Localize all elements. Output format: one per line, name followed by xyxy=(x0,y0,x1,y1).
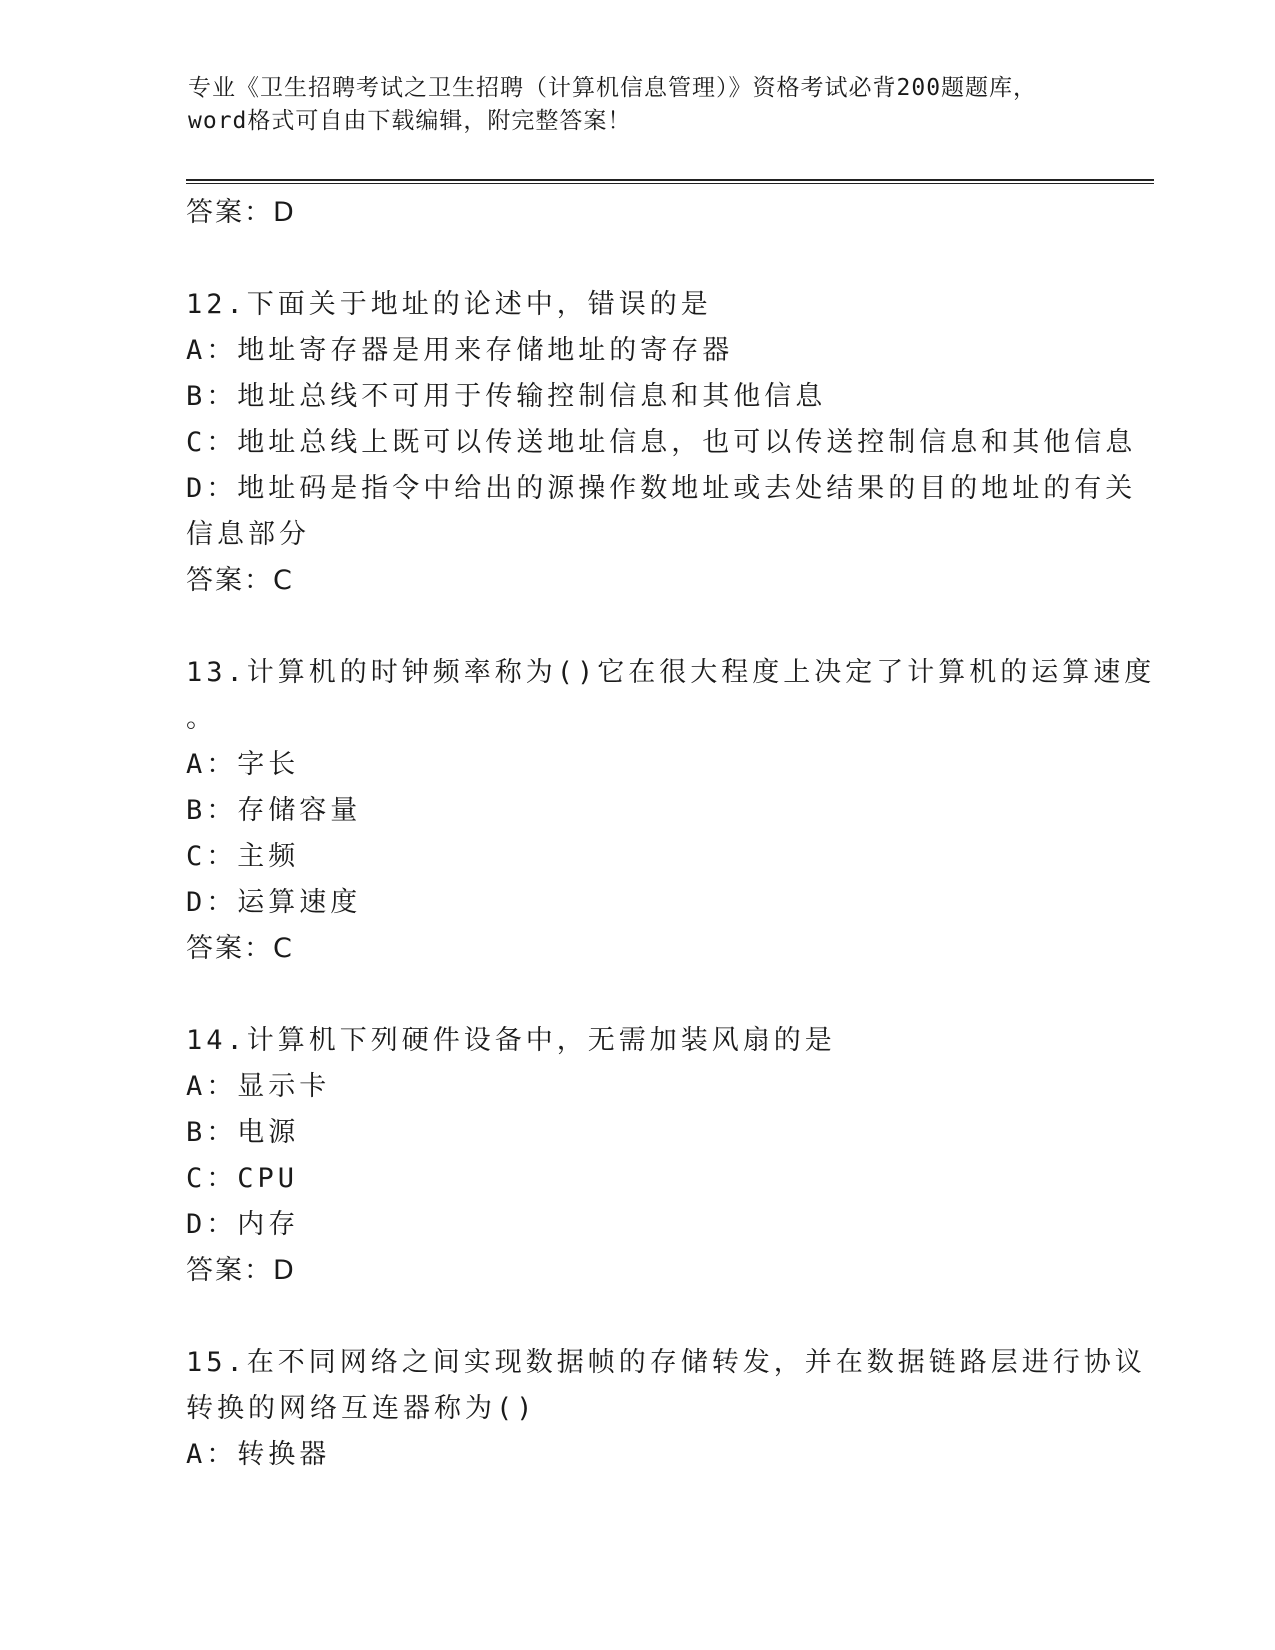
question-option: B：存储容量 xyxy=(186,795,362,826)
spacer xyxy=(186,604,1086,650)
question-stem: 12.下面关于地址的论述中，错误的是 xyxy=(186,289,712,320)
question-option: C：地址总线上既可以传送地址信息，也可以传送控制信息和其他信息 xyxy=(186,427,1137,458)
header-line-1: 专业《卫生招聘考试之卫生招聘（计算机信息管理）》资格考试必背200题题库， xyxy=(188,75,1038,101)
spacer xyxy=(186,972,1086,1018)
question-option: D：地址码是指令中给出的源操作数地址或去处结果的目的地址的有关 xyxy=(186,473,1137,504)
question-block xyxy=(186,1018,1086,1340)
question-stem: 13.计算机的时钟频率称为()它在很大程度上决定了计算机的运算速度 xyxy=(186,657,1156,688)
questions-container xyxy=(186,282,1156,1478)
question-option: B：电源 xyxy=(186,1117,300,1148)
question-block xyxy=(186,650,1156,1018)
previous-answer: 答案：D xyxy=(186,197,296,228)
question-list xyxy=(186,190,1156,1478)
spacer xyxy=(186,236,1086,282)
header-line-2: word格式可自由下载编辑，附完整答案！ xyxy=(188,108,632,134)
answer-line: 答案：C xyxy=(186,565,294,596)
header-divider xyxy=(186,179,1154,184)
question-block xyxy=(186,1340,1146,1478)
question-stem: 。 xyxy=(186,703,217,734)
question-option: A：地址寄存器是用来存储地址的寄存器 xyxy=(186,335,734,366)
question-block xyxy=(186,282,1137,650)
question-option: A：显示卡 xyxy=(186,1071,331,1102)
question-option: B：地址总线不可用于传输控制信息和其他信息 xyxy=(186,381,827,412)
question-option: A：字长 xyxy=(186,749,300,780)
document-header xyxy=(188,72,1088,138)
spacer xyxy=(186,1294,1086,1340)
question-option: D：运算速度 xyxy=(186,887,362,918)
question-option: 信息部分 xyxy=(186,519,310,550)
question-option: D：内存 xyxy=(186,1209,300,1240)
question-option: A：转换器 xyxy=(186,1439,331,1470)
question-option: C：CPU xyxy=(186,1163,299,1194)
question-option: C：主频 xyxy=(186,841,300,872)
question-stem: 15.在不同网络之间实现数据帧的存储转发，并在数据链路层进行协议 xyxy=(186,1347,1146,1378)
answer-line: 答案：D xyxy=(186,1255,296,1286)
question-stem: 转换的网络互连器称为() xyxy=(186,1393,537,1424)
answer-line: 答案：C xyxy=(186,933,294,964)
question-stem: 14.计算机下列硬件设备中，无需加装风扇的是 xyxy=(186,1025,836,1056)
